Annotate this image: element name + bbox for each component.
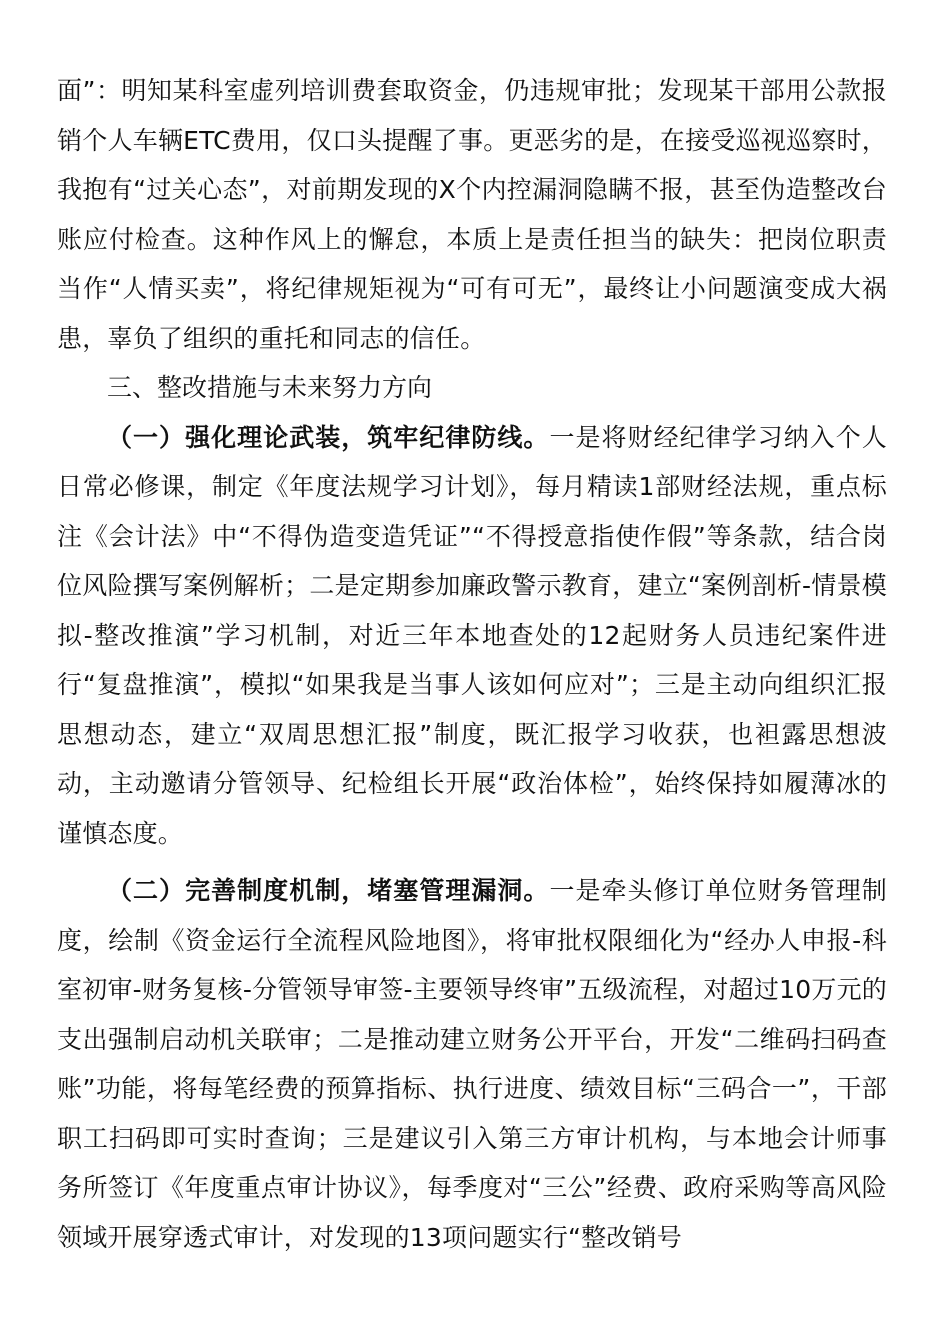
paragraph-gap (57, 858, 887, 866)
measure-2-paragraph (57, 866, 887, 1262)
section-heading-3: 三、整改措施与未来努力方向 (107, 373, 433, 402)
document-page (57, 66, 887, 1262)
measure-2-lead: （二）完善制度机制，堵塞管理漏洞。 (107, 876, 550, 905)
measure-1-lead: （一）强化理论武装，筑牢纪律防线。 (107, 422, 550, 452)
measure-1-paragraph (57, 413, 887, 859)
measure-2-body: 一是牵头修订单位财务管理制度，绘制《资金运行全流程风险地图》，将审批权限细化为“经办人申报-科室初审-财务复核-分管领导审签-主要领导终审”五级流程，对超过10万元的支出强制启动机关联审；二是推动建立财务公开平台，开发“二维码扫码查账”功能，将每笔经费的预算指标、执行进度、绩效目标“三码合一”，干部职工扫码即可实时查询；三是建议引入第三方审计机构，与本地会计师事务所签订《年度重点审计协议》，每季度对“三公”经费、政府采购等高风险领域开展穿透式审计，对发现的13项问题实行“整改销号 (57, 876, 887, 1252)
measure-1-body: 一是将财经纪律学习纳入个人日常必修课，制定《年度法规学习计划》，每月精读1部财经法规，重点标注《会计法》中“不得伪造变造凭证”“不得授意指使作假”等条款，结合岗位风险撰写案例解析；二是定期参加廉政警示教育，建立“案例剖析-情景模拟-整改推演”学习机制，对近三年本地查处的12起财务人员违纪案件进行“复盘推演”，模拟“如果我是当事人该如何应对”；三是主动向组织汇报思想动态，建立“双周思想汇报”制度，既汇报学习收获，也袒露思想波动，主动邀请分管领导、纪检组长开展“政治体检”，始终保持如履薄冰的谨慎态度。 (57, 422, 887, 848)
paragraph-continuation: 面”：明知某科室虚列培训费套取资金，仍违规审批；发现某干部用公款报销个人车辆ETC费用，仅口头提醒了事。更恶劣的是，在接受巡视巡察时，我抱有“过关心态”，对前期发现的X个内控漏洞隐瞒不报，甚至伪造整改台账应付检查。这种作风上的懈怠，本质上是责任担当的缺失：把岗位职责当作“人情买卖”，将纪律规矩视为“可有可无”，最终让小问题演变成大祸患，辜负了组织的重托和同志的信任。 (57, 76, 887, 353)
